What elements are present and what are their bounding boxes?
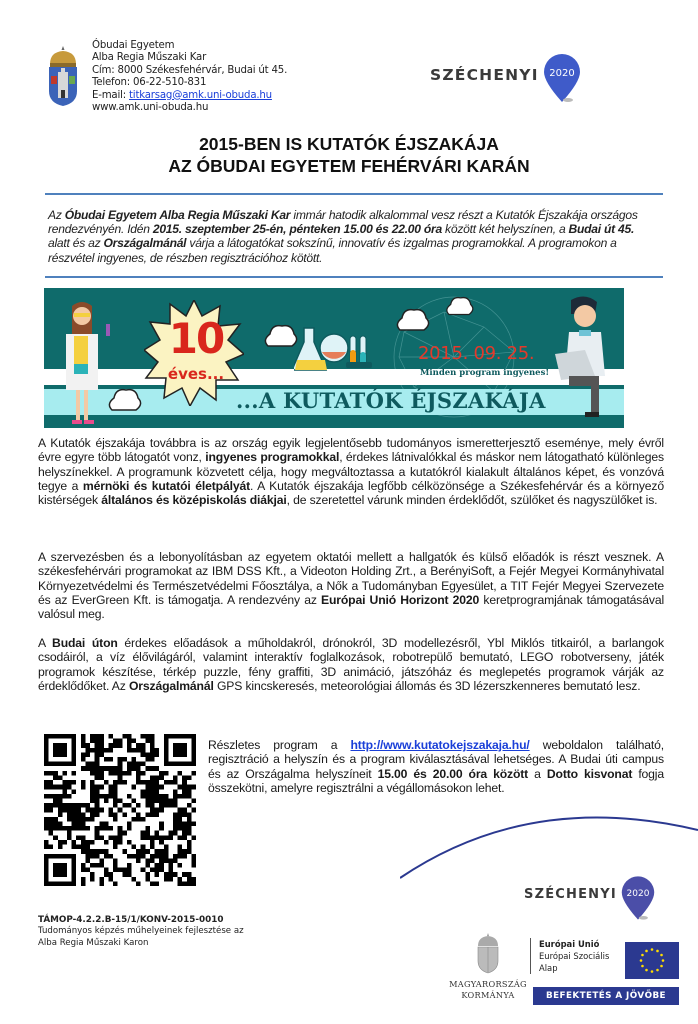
project-code: TÁMOP-4.2.2.B-15/1/KONV-2015-0010 — [38, 915, 224, 925]
project-info — [38, 915, 244, 949]
eu-fund-info — [530, 938, 609, 974]
eu-line-3: Alap — [539, 963, 558, 973]
gov-line-2: KORMÁNYA — [461, 990, 515, 1000]
szechenyi-brand-bottom: SZÉCHENYI — [524, 886, 617, 902]
man-with-laptop-illustration — [549, 294, 619, 424]
paragraph-programs: A Budai úton érdekes előadások a műholdakról, drónokról, 3D modellezésről, Ybl Miklós titkairól, a barlangok csodáiról, a víz élővilágáról, valamint interaktív foglalkozások, robotrepülő bemutató, LEGO robotverseny, játék programok készítése, térkép puzzle, fény graffiti, 3D animáció, játszóház és meglepetés programok várják az érdeklődőket. Az Országalmánál GPS kincskeresés, meteorológiai állomás és 3D lézerszkenneres bemutató lesz. — [38, 636, 664, 694]
program-website-link[interactable]: http://www.kutatokejszakaja.hu/ — [350, 738, 530, 752]
paragraph-details: Részletes program a http://www.kutatokejszakaja.hu/ weboldalon található, regisztráció a helyszín és a program kiválasztásával lehetséges. A Budai úti campus és az Országalma helyszíneit 15.00 és 20.00 óra között a Dotto kisvonat fogja összekötni, amelyre regisztrálni a végállomásokon lehet. — [208, 738, 664, 796]
paragraph-about: A Kutatók éjszakája továbbra is az ország egyik legjelentősebb tudományos ismeretterjesztő eseménye, mely évről évre egyre több látogatót vonz, ingyenes programokkal, érdekes látnivalókkal és máskor nem látogatható különleges helyszínekkel. A programunk közvetett célja, hogy megváltoztassa a kutatókról kialakult általános képet, és vonzóvá tegye a mérnöki és kutatói életpályát. A Kutatók éjszakája legfőbb célközönsége a Székesfehérvár és a környező kistérségek általános és középiskolás diákjai, de szeretettel várunk minden érdeklődőt, szülőket és nagyszülőket is. — [38, 436, 665, 508]
title-line-1: 2015-BEN IS KUTATÓK ÉJSZAKÁJA — [199, 134, 499, 154]
anniversary-number: 10 — [168, 314, 224, 363]
qr-code-icon[interactable] — [44, 734, 196, 886]
szechenyi-logo-top — [430, 46, 582, 104]
hungarian-coat-of-arms-icon — [475, 932, 501, 974]
org-address: Cím: 8000 Székesfehérvár, Budai út 45. — [92, 64, 288, 76]
email-link[interactable]: titkarsag@amk.uni-obuda.hu — [129, 89, 272, 101]
szechenyi-brand: SZÉCHENYI — [430, 66, 539, 84]
divider-top — [45, 193, 663, 195]
invest-in-future-banner: BEFEKTETÉS A JÖVŐBE — [533, 987, 679, 1005]
title-line-2: AZ ÓBUDAI EGYETEM FEHÉRVÁRI KARÁN — [168, 156, 530, 176]
org-name: Óbudai Egyetem — [92, 40, 175, 51]
org-faculty: Alba Regia Műszaki Kar — [92, 52, 207, 64]
page-title — [0, 133, 698, 177]
eu-line-1: Európai Unió — [539, 939, 600, 949]
cloud-icon — [106, 388, 142, 414]
svg-text:2020: 2020 — [626, 889, 650, 900]
map-pin-icon — [620, 874, 656, 922]
lab-flasks-illustration — [294, 318, 374, 376]
free-program-tagline: Minden program ingyenes! — [420, 368, 550, 378]
government-logo — [448, 932, 528, 1001]
map-pin-icon — [542, 52, 582, 104]
cloud-icon — [394, 308, 430, 334]
university-crest-icon — [46, 44, 80, 108]
project-desc-2: Alba Regia Műszaki Karon — [38, 937, 149, 948]
eu-flag-icon — [625, 942, 679, 979]
gov-line-1: MAGYARORSZÁG — [449, 979, 527, 989]
intro-paragraph: Az Óbudai Egyetem Alba Regia Műszaki Kar immár hatodik alkalommal vesz részt a Kutatók Éjszakája országos rendezvényén. Idén 2015. szeptember 25-én, pénteken 15.00 és 22.00 óra között két helyszínen, a Budai út 45. alatt és az Országalmánál várja a látogatókat sokszínű, innovatív és izgalmas programokkal. A programokon a részvétel ingyenes, de részben regisztrációhoz kötött. — [48, 208, 638, 265]
org-phone: Telefon: 06-22-510-831 — [92, 77, 207, 89]
event-banner — [44, 288, 624, 428]
svg-text:2020: 2020 — [548, 68, 575, 79]
anniversary-years: éves... — [167, 365, 225, 383]
banner-title: ...A KUTATÓK ÉJSZAKÁJA — [236, 388, 546, 413]
org-email-line: E-mail: titkarsag@amk.uni-obuda.hu — [92, 89, 272, 101]
cloud-icon — [444, 296, 474, 318]
szechenyi-logo-bottom — [524, 866, 656, 922]
org-website: www.amk.uni-obuda.hu — [92, 102, 209, 114]
organization-info — [92, 40, 287, 114]
project-desc-1: Tudományos képzés műhelyeinek fejlesztése az — [38, 926, 244, 937]
event-date: 2015. 09. 25. — [418, 343, 535, 364]
eu-line-2: Európai Szociális — [539, 951, 610, 961]
cloud-icon — [262, 324, 298, 350]
paragraph-organizers: A szervezésben és a lebonyolításban az egyetem oktatói mellett a hallgatók és külső előadók is részt vesznek. A székesfehérvári programokat az IBM DSS Kft., a Videoton Holding Zrt., a BerényiSoft, a Fejér Megyei Kormányhivatal Környezetvédelmi és Természetvédelmi Főosztálya, a Nők a Tudományban Egyesület, a TIT Fejér Megyei Szervezete és az EverGreen Kft. is támogatja. A rendezvény az Európai Unió Horizont 2020 keretprogramjának támogatásával valósul meg. — [38, 550, 665, 622]
divider-bottom — [45, 276, 663, 278]
